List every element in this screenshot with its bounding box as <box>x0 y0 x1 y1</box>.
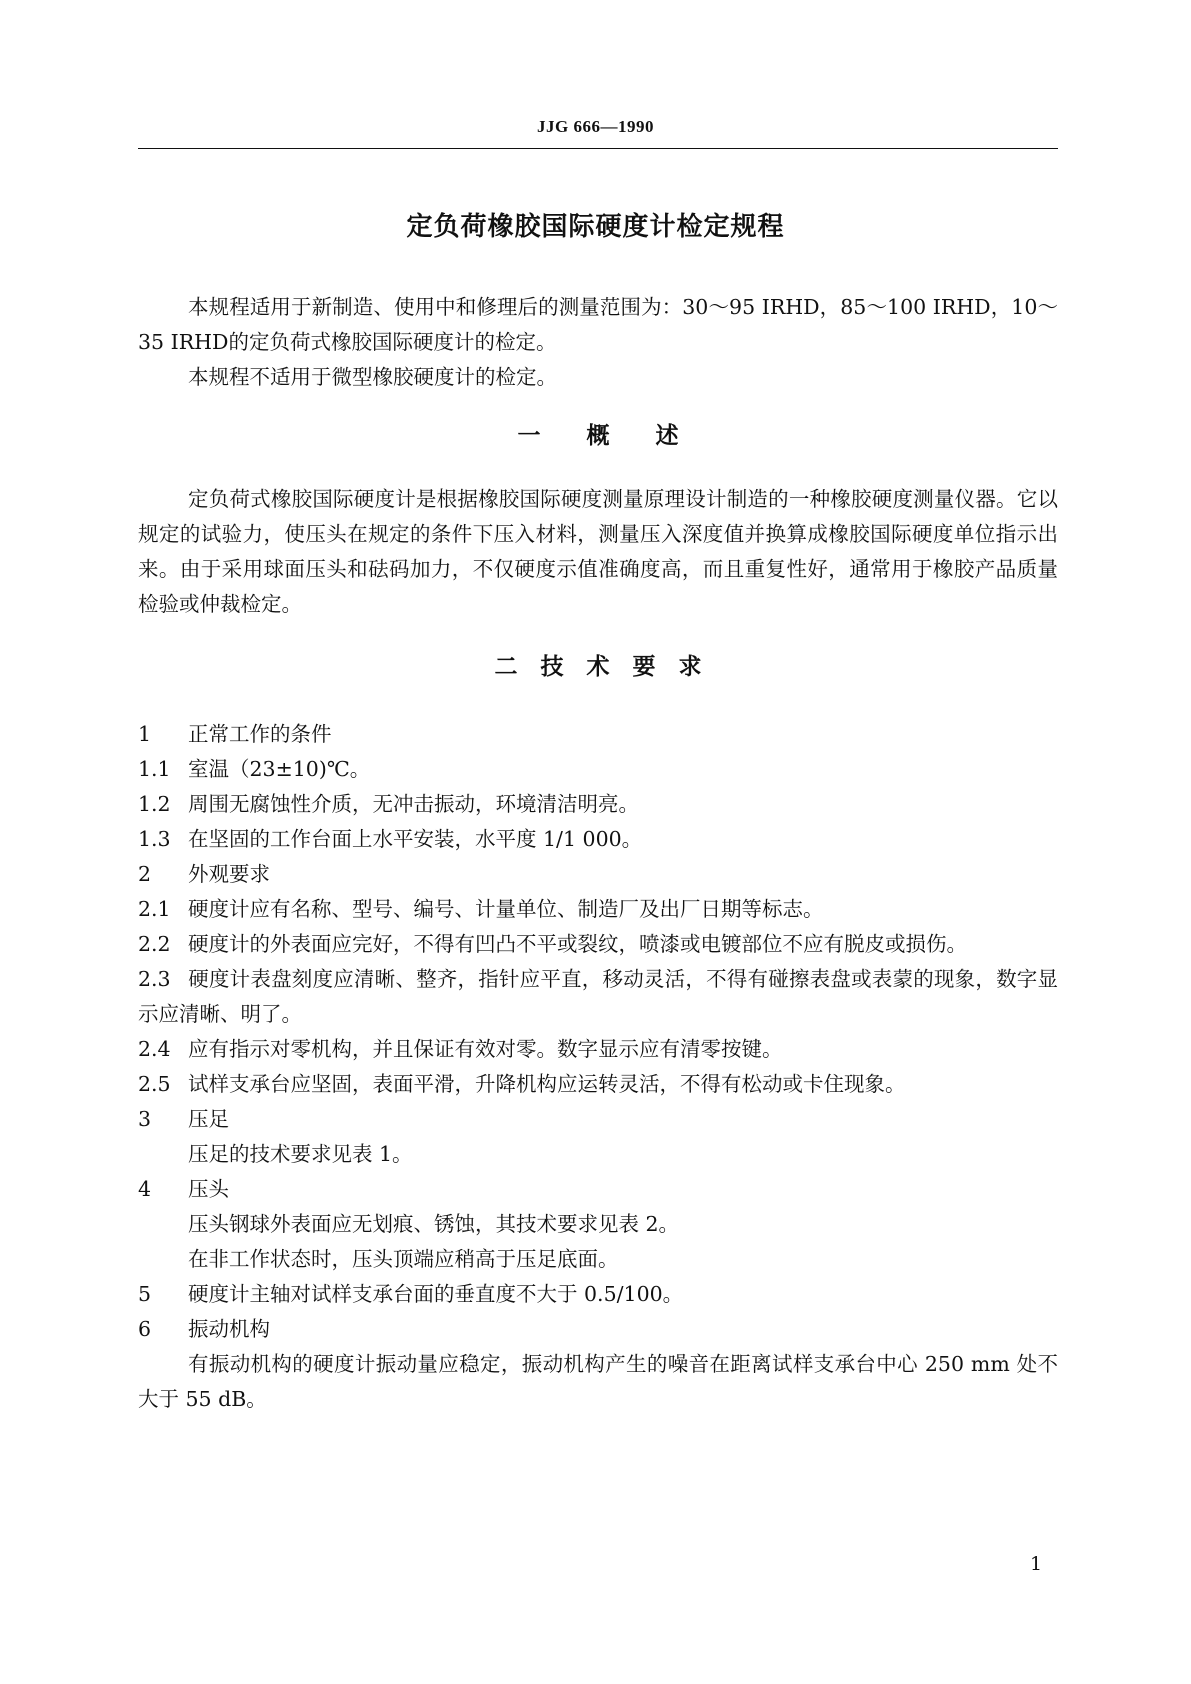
document-body <box>138 290 1058 1417</box>
clause-2-2 <box>138 927 1058 962</box>
clause-2-4 <box>138 1032 1058 1067</box>
clause-text: 周围无腐蚀性介质，无冲击振动，环境清洁明亮。 <box>188 792 639 816</box>
document-title: 定负荷橡胶国际硬度计检定规程 <box>406 212 785 242</box>
clause-number: 2.3 <box>138 967 171 991</box>
clause-6-body: 有振动机构的硬度计振动量应稳定，振动机构产生的噪音在距离试样支承台中心 250 mm 处不大于 55 dB。 <box>138 1352 1058 1411</box>
section-heading-technical-requirements: 二 技 术 要 求 <box>494 654 702 680</box>
clause-number: 1.3 <box>138 827 171 851</box>
clause-2-5 <box>138 1067 1058 1102</box>
clause-6 <box>138 1312 1058 1347</box>
clause-text: 压足 <box>188 1107 229 1131</box>
clause-number: 4 <box>138 1177 152 1201</box>
header-divider <box>138 148 1058 149</box>
clause-2 <box>138 857 1058 892</box>
clause-number: 1.1 <box>138 757 171 781</box>
clause-5 <box>138 1277 1058 1312</box>
clause-1-1 <box>138 752 1058 787</box>
clause-text: 压头 <box>188 1177 229 1201</box>
page-number: 1 <box>1030 1553 1043 1575</box>
clause-text: 硬度计应有名称、型号、编号、计量单位、制造厂及出厂日期等标志。 <box>188 897 824 921</box>
clause-text: 外观要求 <box>188 862 270 886</box>
clause-text: 正常工作的条件 <box>188 722 332 746</box>
clause-text: 室温（23±10)℃。 <box>188 757 371 781</box>
clause-3-body: 压足的技术要求见表 1。 <box>188 1142 413 1166</box>
intro-paragraph-scope: 本规程适用于新制造、使用中和修理后的测量范围为：30～95 IRHD，85～100 IRHD，10～35 IRHD的定负荷式橡胶国际硬度计的检定。 <box>138 295 1058 354</box>
clause-number: 2.5 <box>138 1072 171 1096</box>
clause-4 <box>138 1172 1058 1207</box>
clause-number: 5 <box>138 1282 152 1306</box>
clause-number: 2 <box>138 862 152 886</box>
standard-code: JJG 666—1990 <box>537 117 654 136</box>
overview-paragraph: 定负荷式橡胶国际硬度计是根据橡胶国际硬度测量原理设计制造的一种橡胶硬度测量仪器。它以规定的试验力，使压头在规定的条件下压入材料，测量压入深度值并换算成橡胶国际硬度单位指示出来。由于采用球面压头和砝码加力，不仅硬度示值准确度高，而且重复性好，通常用于橡胶产品质量检验或仲裁检定。 <box>138 487 1058 616</box>
clause-2-3 <box>138 962 1058 1032</box>
clause-4-body-2: 在非工作状态时，压头顶端应稍高于压足底面。 <box>188 1247 619 1271</box>
clause-number: 2.1 <box>138 897 171 921</box>
clause-number: 1 <box>138 722 152 746</box>
clause-text: 硬度计主轴对试样支承台面的垂直度不大于 0.5/100。 <box>188 1282 684 1306</box>
clause-text: 在坚固的工作台面上水平安装，水平度 1/1 000。 <box>188 827 643 851</box>
clause-1-2 <box>138 787 1058 822</box>
section-heading-overview: 一 概 述 <box>517 423 679 449</box>
intro-paragraph-exclusion: 本规程不适用于微型橡胶硬度计的检定。 <box>188 365 557 389</box>
clause-number: 1.2 <box>138 792 171 816</box>
clause-1 <box>138 717 1058 752</box>
clause-number: 2.4 <box>138 1037 171 1061</box>
clause-text: 硬度计表盘刻度应清晰、整齐，指针应平直，移动灵活，不得有碰擦表盘或表蒙的现象，数字显示应清晰、明了。 <box>138 967 1058 1026</box>
clause-text: 应有指示对零机构，并且保证有效对零。数字显示应有清零按键。 <box>188 1037 783 1061</box>
clause-text: 试样支承台应坚固，表面平滑，升降机构应运转灵活，不得有松动或卡住现象。 <box>188 1072 906 1096</box>
clause-number: 6 <box>138 1317 152 1341</box>
clause-4-body-1: 压头钢球外表面应无划痕、锈蚀，其技术要求见表 2。 <box>188 1212 680 1236</box>
clause-text: 振动机构 <box>188 1317 270 1341</box>
clause-1-3 <box>138 822 1058 857</box>
clause-text: 硬度计的外表面应完好，不得有凹凸不平或裂纹，喷漆或电镀部位不应有脱皮或损伤。 <box>188 932 967 956</box>
clause-3 <box>138 1102 1058 1137</box>
clause-number: 2.2 <box>138 932 171 956</box>
clause-2-1 <box>138 892 1058 927</box>
clause-number: 3 <box>138 1107 152 1131</box>
